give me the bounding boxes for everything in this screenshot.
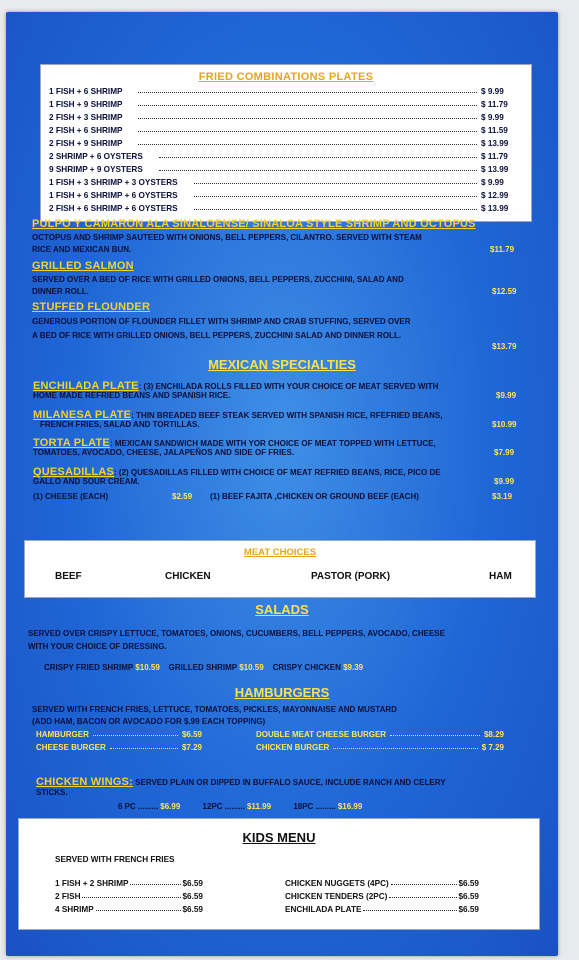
- salads-items: CRISPY FRIED SHRIMP $10.59 GRILLED SHRIMP $10.59 CRISPY CHICKEN $9.39: [44, 663, 364, 672]
- mexican-title: MEXICAN SPECIALTIES: [208, 357, 356, 372]
- meat-title: MEAT CHOICES: [243, 547, 317, 558]
- salmon-desc: DINNER ROLL.: [32, 287, 89, 296]
- fried-item: 2 FISH + 9 SHRIMP $ 13.99: [49, 139, 509, 148]
- fajita-each: (1) BEEF FAJITA ,CHICKEN OR GROUND BEEF (EACH): [210, 492, 419, 501]
- burger-item: DOUBLE MEAT CHEESE BURGER $8.29: [256, 730, 504, 739]
- pulpo-title: PULPO Y CAMARON ALA SINALOENSE/ SINALOA STYLE SHRIMP AND OCTOPUS: [32, 218, 476, 230]
- kids-item: 4 SHRIMP $6.59: [55, 905, 203, 914]
- salads-title: SALADS: [255, 602, 309, 617]
- cheese-each: (1) CHEESE (EACH): [33, 492, 109, 501]
- kids-item: CHICKEN NUGGETS (4PC) $6.59: [285, 879, 479, 888]
- wings-desc: STICKS.: [36, 788, 68, 797]
- enchilada-line: ENCHILADA PLATE: (3) ENCHILADA ROLLS FILLED WITH YOUR CHOICE OF MEAT SERVED WITH: [33, 380, 439, 392]
- pulpo-price: $11.79: [490, 245, 515, 254]
- wings-items: 6 PC ......... $6.99 12PC ......... $11.99 18PC ......... $16.99: [118, 802, 363, 811]
- torta-desc: TOMATOES, AVOCADO, CHEESE, JALAPEÑOS AND SIDE OF FRIES.: [33, 448, 295, 457]
- kids-title: KIDS MENU: [242, 830, 316, 845]
- menu-sheet: [6, 12, 558, 956]
- kids-item: 2 FISH $6.59: [55, 892, 203, 901]
- burger-item: CHICKEN BURGER $ 7.29: [256, 743, 504, 752]
- burger-item: CHEESE BURGER $7.29: [36, 743, 202, 752]
- quesadillas-line: QUESADILLAS: (2) QUESADILLAS FILLED WITH CHOICE OF MEAT REFRIED BEANS, RICE, PICO DE: [33, 466, 441, 478]
- salads-desc: WITH YOUR CHOICE OF DRESSING.: [28, 642, 167, 651]
- enchilada-price: $9.99: [496, 391, 517, 400]
- enchilada-desc: HOME MADE REFRIED BEANS AND SPANISH RICE.: [33, 391, 231, 400]
- fried-item: 2 SHRIMP + 6 OYSTERS $ 11.79: [49, 152, 508, 161]
- meat-choices-panel: [24, 540, 536, 598]
- fried-item: 1 FISH + 3 SHRIMP + 3 OYSTERS $ 9.99: [49, 178, 504, 187]
- fried-item: 2 FISH + 6 SHRIMP $ 11.59: [49, 126, 508, 135]
- pulpo-desc: RICE AND MEXICAN BUN.: [32, 245, 132, 254]
- flounder-desc: GENEROUS PORTION OF FLOUNDER FILLET WITH SHRIMP AND CRAB STUFFING, SERVED OVER: [32, 317, 411, 326]
- flounder-desc: A BED OF RICE WITH GRILLED ONIONS, BELL PEPPERS, ZUCCHINI SALAD AND DINNER ROLL.: [32, 331, 402, 340]
- meat-option-ham: HAM: [489, 571, 512, 582]
- kids-item: ENCHILADA PLATE $6.59: [285, 905, 479, 914]
- meat-option-pastor: PASTOR (PORK): [311, 571, 391, 582]
- fried-title: FRIED COMBINATIONS PLATES: [198, 71, 374, 83]
- quesadillas-price: $9.99: [494, 477, 515, 486]
- kids-menu-panel: [18, 818, 540, 930]
- fried-item: 1 FISH + 6 SHRIMP + 6 OYSTERS $ 12.99: [49, 191, 509, 200]
- quesadillas-desc: GALLO AND SOUR CREAM.: [33, 477, 140, 486]
- fried-item: 1 FISH + 9 SHRIMP $ 11.79: [49, 100, 508, 109]
- fried-item: 2 FISH + 3 SHRIMP $ 9.99: [49, 113, 504, 122]
- wings-line: CHICKEN WINGS: SERVED PLAIN OR DIPPED IN BUFFALO SAUCE, INCLUDE RANCH AND CELERY: [36, 776, 446, 788]
- fried-combinations-panel: [40, 64, 532, 222]
- milanesa-desc: FRENCH FRIES, SALAD AND TORTILLAS.: [40, 420, 200, 429]
- cheese-each-price: $2.59: [172, 492, 193, 501]
- fried-item: 2 FISH + 6 SHRIMP + 6 OYSTERS $ 13.99: [49, 204, 509, 213]
- fried-item: 1 FISH + 6 SHRIMP $ 9.99: [49, 87, 504, 96]
- salmon-desc: SERVED OVER A BED OF RICE WITH GRILLED ONIONS, BELL PEPPERS, ZUCCHINI, SALAD AND: [32, 275, 404, 284]
- pulpo-desc: OCTOPUS AND SHRIMP SAUTEED WITH ONIONS, BELL PEPPERS, CILANTRO. SERVED WITH STEAM: [32, 233, 422, 242]
- salads-desc: SERVED OVER CRISPY LETTUCE, TOMATOES, ONIONS, CUCUMBERS, BELL PEPPERS, AVOCADO, CHEESE: [28, 629, 445, 638]
- burger-item: HAMBURGER $6.59: [36, 730, 202, 739]
- meat-option-beef: BEEF: [55, 571, 82, 582]
- salmon-price: $12.59: [492, 287, 517, 296]
- kids-item: 1 FISH + 2 SHRIMP $6.59: [55, 879, 203, 888]
- torta-price: $7.99: [494, 448, 515, 457]
- milanesa-line: MILANESA PLATE: THIN BREADED BEEF STEAK SERVED WITH SPANISH RICE, RFEFRIED BEANS,: [33, 409, 443, 421]
- flounder-price: $13.79: [492, 342, 517, 351]
- kids-subtitle: SERVED WITH FRENCH FRIES: [55, 855, 175, 864]
- fajita-each-price: $3.19: [492, 492, 513, 501]
- fried-item: 9 SHRIMP + 9 OYSTERS $ 13.99: [49, 165, 509, 174]
- kids-item: CHICKEN TENDERS (2PC) $6.59: [285, 892, 479, 901]
- flounder-title: STUFFED FLOUNDER: [32, 301, 151, 313]
- burgers-desc: (ADD HAM, BACON OR AVOCADO FOR $.99 EACH TOPPING): [32, 717, 266, 726]
- milanesa-price: $10.99: [492, 420, 517, 429]
- torta-line: TORTA PLATE: MEXICAN SANDWICH MADE WITH YOR CHOICE OF MEAT TOPPED WITH LETTUCE,: [33, 437, 436, 449]
- burgers-desc: SERVED WITH FRENCH FRIES, LETTUCE, TOMATOES, PICKLES, MAYONNAISE AND MUSTARD: [32, 705, 397, 714]
- meat-option-chicken: CHICKEN: [165, 571, 211, 582]
- salmon-title: GRILLED SALMON: [32, 260, 134, 272]
- burgers-title: HAMBURGERS: [234, 685, 330, 700]
